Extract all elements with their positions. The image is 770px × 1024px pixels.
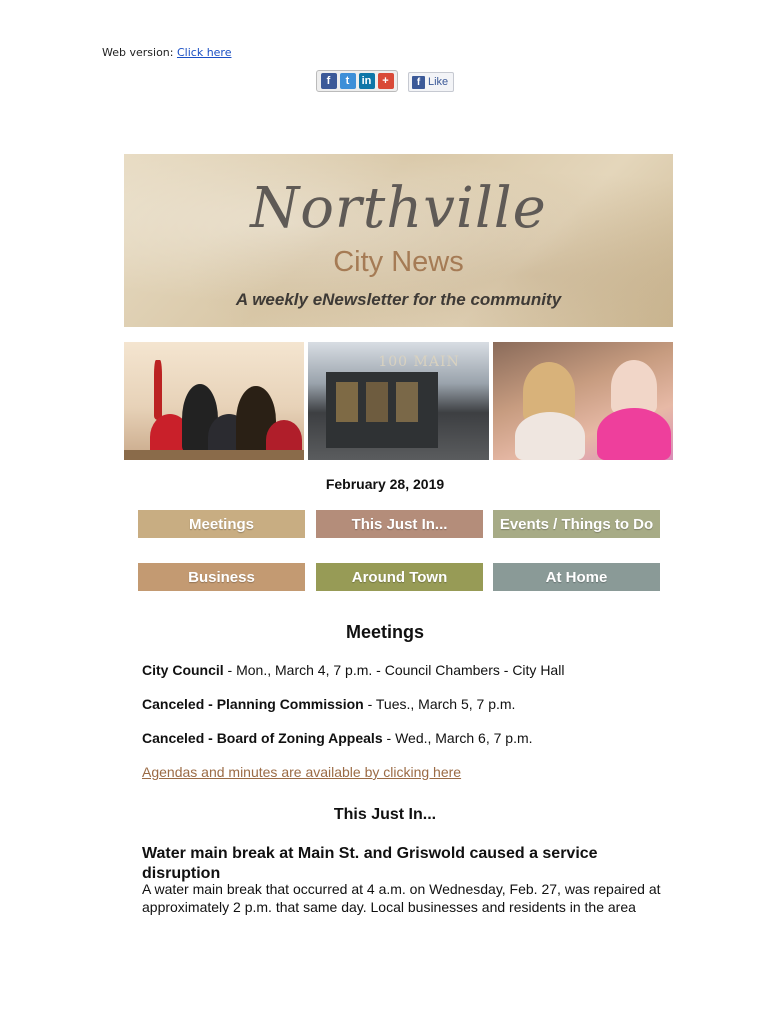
just-in-heading: This Just In... <box>333 806 437 823</box>
meeting-item <box>142 695 662 713</box>
nav-meetings-button[interactable]: Meetings <box>138 510 305 538</box>
twitter-icon[interactable]: t <box>340 73 356 89</box>
share-toolbar <box>316 70 398 92</box>
meeting-item-title: Canceled - Planning Commission <box>142 696 364 712</box>
facebook-icon: f <box>412 76 425 89</box>
meeting-item-title: City Council <box>142 662 224 678</box>
web-version-line <box>102 46 231 59</box>
agenda-link[interactable]: Agendas and minutes are available by clicking here <box>142 764 462 780</box>
facebook-icon[interactable]: f <box>321 73 337 89</box>
plus-icon[interactable]: + <box>378 73 394 89</box>
article-body: A water main break that occurred at 4 a.m. on Wednesday, Feb. 27, was repaired at approximately 2 p.m. that same day. Local businesses and residents in the area <box>142 881 661 915</box>
newsletter-banner <box>124 154 673 327</box>
nav-this-just-in-button[interactable]: This Just In... <box>316 510 483 538</box>
banner-subtitle: City News <box>333 246 464 278</box>
like-label: Like <box>428 76 449 88</box>
banner-title: Northville <box>250 176 547 241</box>
web-version-link[interactable]: Click here <box>176 46 232 59</box>
residents-event-photo <box>493 342 673 460</box>
web-version-label: Web version: <box>102 46 174 59</box>
linkedin-icon[interactable]: in <box>359 73 375 89</box>
meeting-item-detail: - Tues., March 5, 7 p.m. <box>363 696 516 712</box>
meeting-item-detail: - Mon., March 4, 7 p.m. - Council Chambers - City Hall <box>223 662 565 678</box>
meeting-item <box>142 729 662 747</box>
nav-events-button[interactable]: Events / Things to Do <box>493 510 660 538</box>
banner-tagline: A weekly eNewsletter for the community <box>235 290 562 309</box>
article-title: Water main break at Main St. and Griswold caused a service disruption <box>142 845 598 882</box>
nav-at-home-button[interactable]: At Home <box>493 563 660 591</box>
meeting-item <box>142 661 662 679</box>
meeting-item-title: Canceled - Board of Zoning Appeals <box>142 730 383 746</box>
council-members-photo <box>124 342 304 460</box>
agenda-line <box>142 763 662 781</box>
meeting-item-detail: - Wed., March 6, 7 p.m. <box>382 730 533 746</box>
downtown-storefront-photo <box>308 342 488 460</box>
issue-date: February 28, 2019 <box>325 476 445 492</box>
meetings-heading: Meetings <box>345 622 424 642</box>
nav-around-town-button[interactable]: Around Town <box>316 563 483 591</box>
storefront-sign: 100 MAIN <box>378 354 460 370</box>
facebook-like-button[interactable] <box>408 72 454 92</box>
photo-strip <box>124 342 673 460</box>
nav-business-button[interactable]: Business <box>138 563 305 591</box>
